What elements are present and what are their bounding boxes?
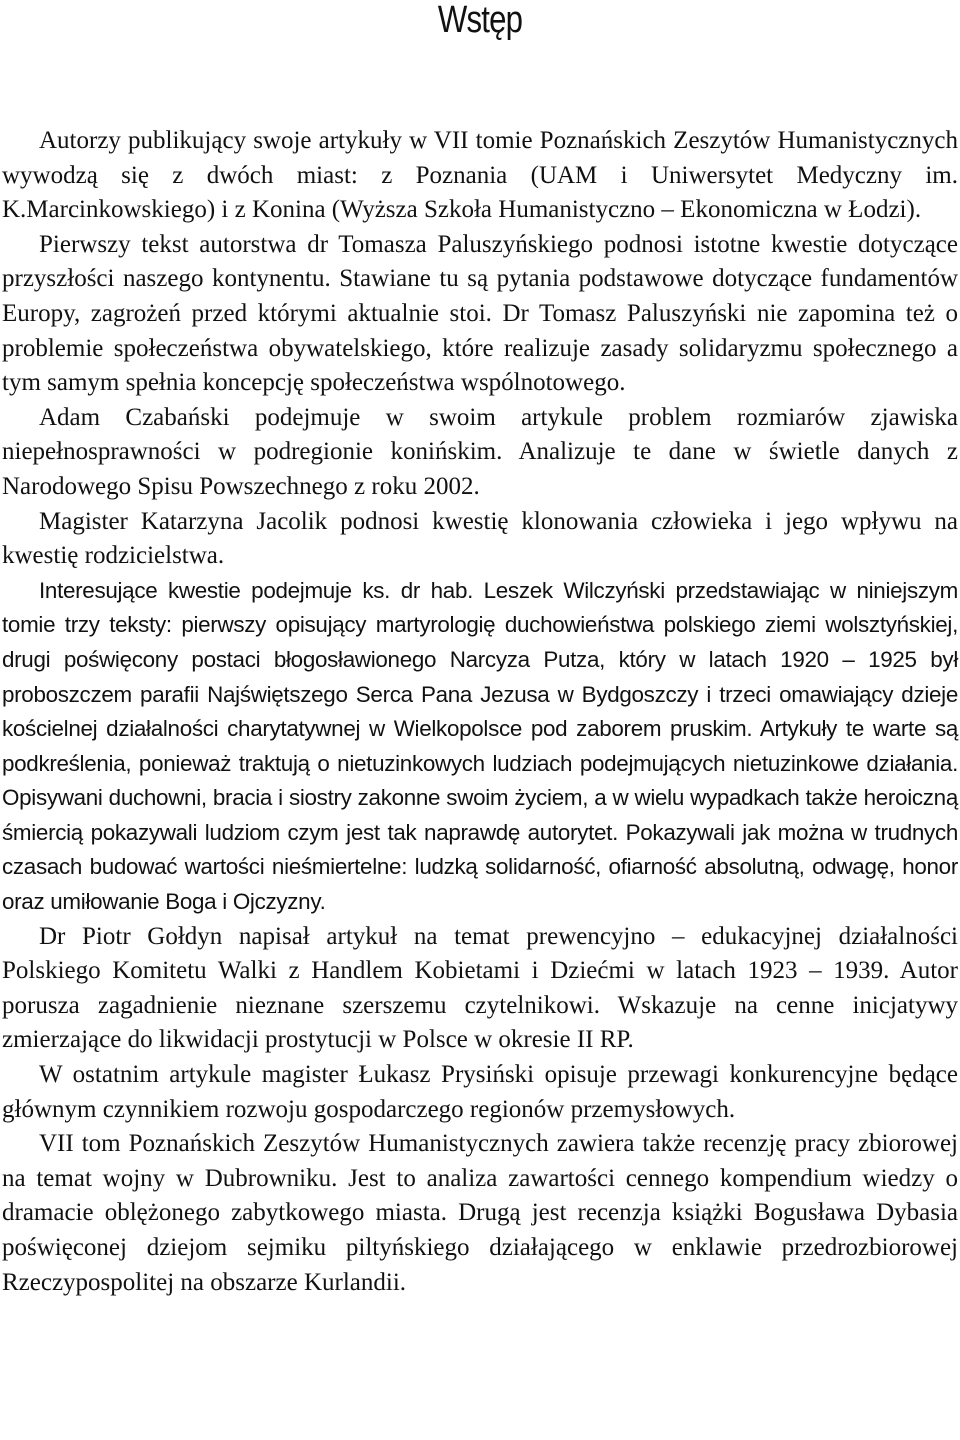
paragraph-wilczynski: Interesujące kwestie podejmuje ks. dr hab. Leszek Wilczyński przedstawiając w niniejszym tomie trzy teksty: pierwszy opisujący martyrologię duchowieństwa polskiego ziemi wolsztyńskiej, drugi poświęcony postaci błogosławionego Narcyza Putza, który w latach 1920 – 1925 był proboszczem parafii Najświętszego Serca Pana Jezusa w Bydgoszczy i trzeci omawiający dzieje kościelnej działalności charytatywnej w Wielkopolsce pod zaborem pruskim. Artykuły te warte są podkreślenia, ponieważ traktują o nietuzinkowych ludziach podejmujących nietuzinkowe działania. Opisywani duchowni, bracia i siostry zakonne swoim życiem, a w wielu wypadkach także heroiczną śmiercią pokazywali ludziom czym jest tak naprawdę autorytet. Pokazywali jak można w trudnych czasach budować wartości nieśmiertelne: ludzką solidarność, ofiarność absolutną, odwagę, honor oraz umiłowanie Boga i Ojczyzny.: [2, 577, 958, 915]
page-title: Wstęp: [437, 0, 523, 41]
paragraph-reviews: VII tom Poznańskich Zeszytów Humanistycznych zawiera także recenzję pracy zbiorowej na temat wojny w Dubrowniku. Jest to analiza zawartości cennego kompendium wiedzy o dramacie oblężonego zabytkowego miasta. Drugą jest recenzja książki Bogusława Dybasia poświęconej dziejom sejmiku piltyńskiego działającego w enklawie przedrozbiorowej Rzeczypospolitej na obszarze Kurlandii.: [2, 1130, 958, 1296]
paragraph-paluszynski: Pierwszy tekst autorstwa dr Tomasza Paluszyńskiego podnosi istotne kwestie dotyczące przyszłości naszego kontynentu. Stawiane tu są pytania podstawowe dotyczące fundamentów Europy, zagrożeń przed którymi aktualnie stoi. Dr Tomasz Paluszyński nie zapomina też o problemie społeczeństwa obywatelskiego, które realizuje zasady solidaryzmu społecznego a tym samym spełnia koncepcję społeczeństwa wspólnotowego.: [2, 230, 958, 397]
paragraph-czabanski: Adam Czabański podejmuje w swoim artykule problem rozmiarów zjawiska niepełnosprawności w podregionie konińskim. Analizuje te dane w świetle danych z Narodowego Spisu Powszechnego z roku 2002.: [2, 403, 958, 500]
paragraph-jacolik: Magister Katarzyna Jacolik podnosi kwestię klonowania człowieka i jego wpływu na kwestię rodzicielstwa.: [2, 507, 958, 570]
body-text: [2, 124, 958, 1300]
paragraph-prysinski: W ostatnim artykule magister Łukasz Prysiński opisuje przewagi konkurencyjne będące głównym czynnikiem rozwoju gospodarczego regionów przemysłowych.: [2, 1061, 958, 1123]
paragraph-authors: Autorzy publikujący swoje artykuły w VII tomie Poznańskich Zeszytów Humanistycznych wywodzą się z dwóch miast: z Poznania (UAM i Uniwersytet Medyczny im. K.Marcinkowskiego) i z Konina (Wyższa Szkoła Humanistyczno – Ekonomiczna w Łodzi).: [2, 127, 958, 224]
paragraph-goldyn: Dr Piotr Gołdyn napisał artykuł na temat prewencyjno – edukacyjnej działalności Polskiego Komitetu Walki z Handlem Kobietami i Dziećmi w latach 1923 – 1939. Autor porusza zagadnienie nieznane szerszemu czytelnikowi. Wskazuje na cenne inicjatywy zmierzające do likwidacji prostytucji w Polsce w okresie II RP.: [2, 922, 958, 1054]
